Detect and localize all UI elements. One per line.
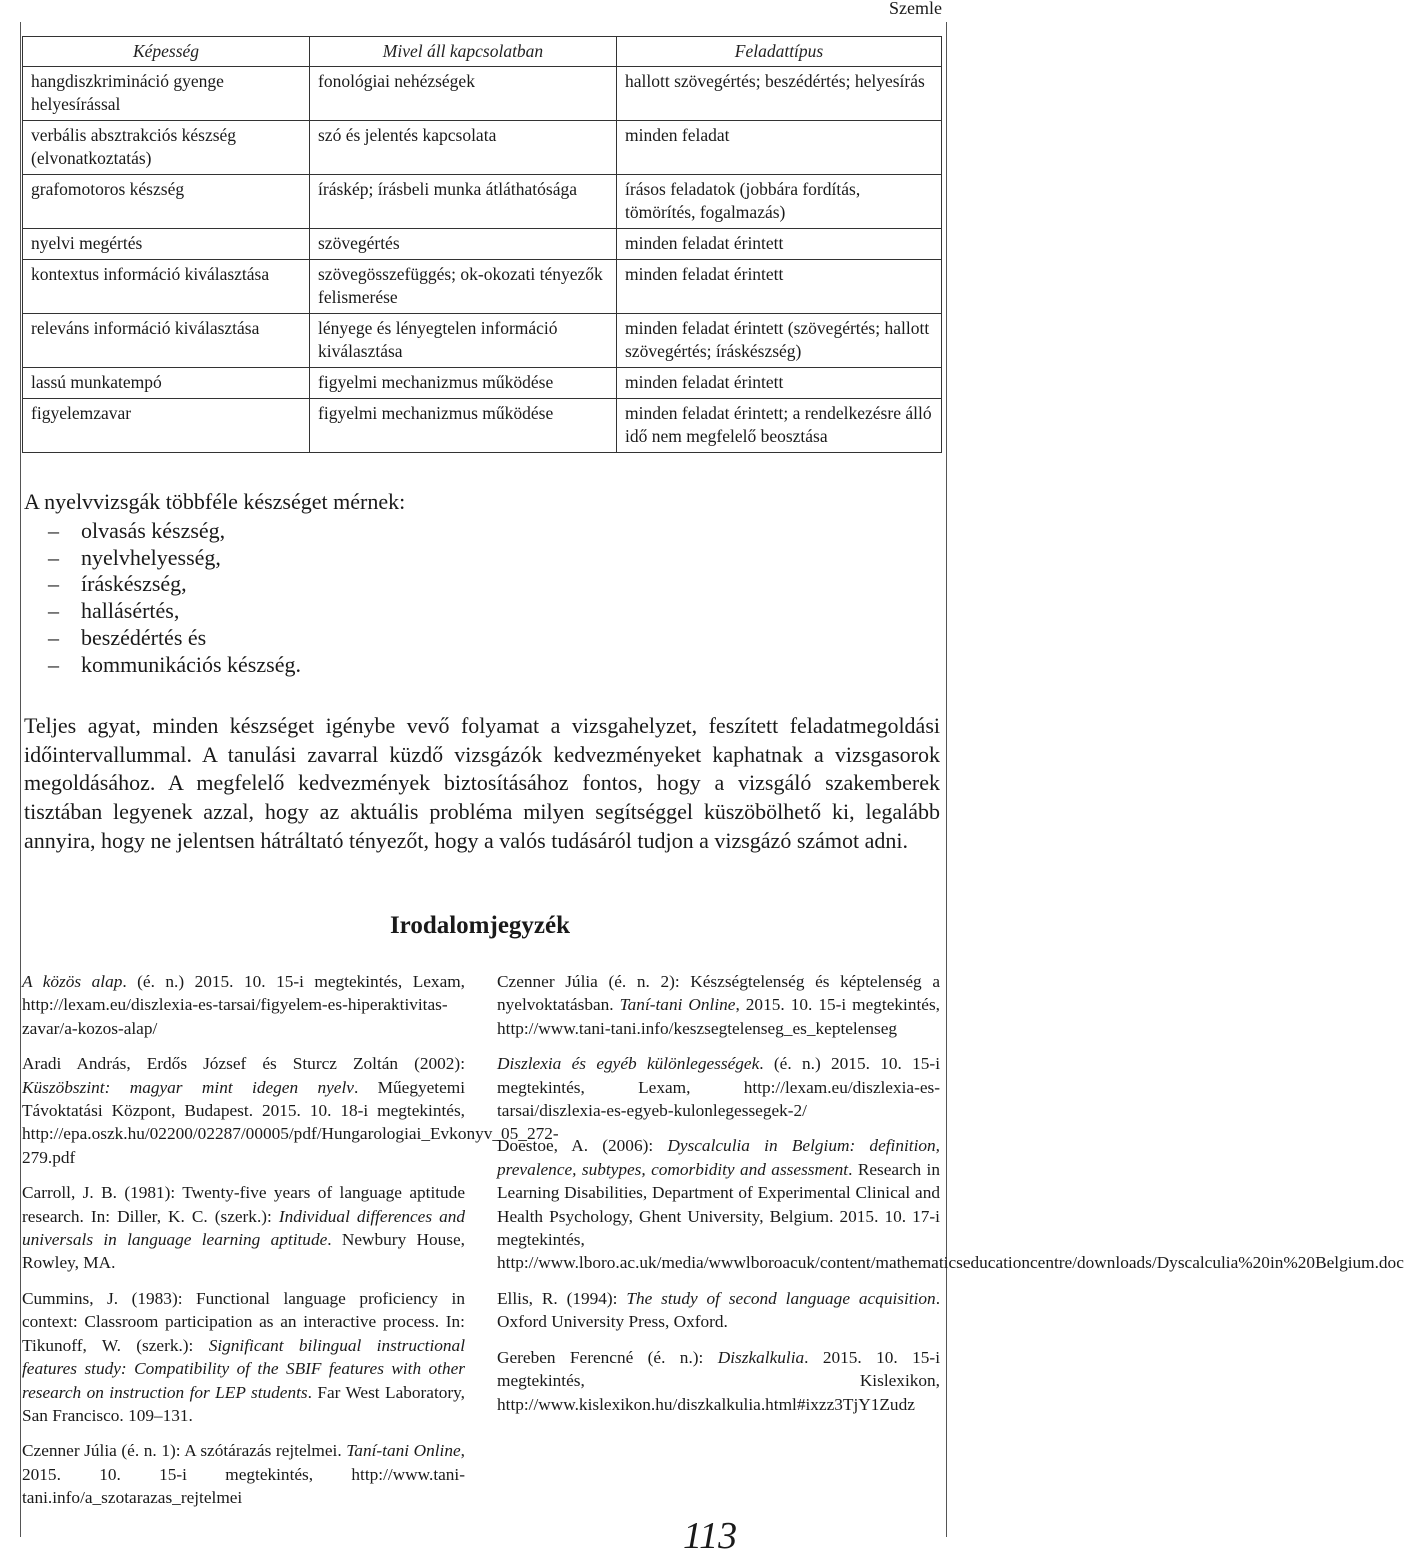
table-row xyxy=(23,175,942,229)
reference-text: Ellis, R. (1994): xyxy=(497,1288,627,1308)
list-item-text: nyelvhelyesség, xyxy=(81,544,221,570)
list-item xyxy=(48,652,301,679)
reference-text: Doestoe, A. (2006): xyxy=(497,1136,668,1156)
body-paragraph: Teljes agyat, minden készséget igénybe vevő folyamat a vizsgahelyzet, feszített feladatmegoldási időintervallummal. A tanulási zavarral küzdő vizsgázók kedvezményeket kaphatnak a vizsgasorok megoldásához. A megfelelő kedvezmények biztosításához fontos, hogy a vizsgáló szakemberek tisztában legyenek azzal, hogy az aktuális probléma milyen segítséggel küszöbölhető ki, legalább annyira, hogy ne jelentsen hátráltató tényezőt, hogy a valós tudásáról tudjon a vizsgázó számot adni. xyxy=(24,713,940,853)
table-cell: minden feladat érintett xyxy=(617,368,942,399)
reference-text: . (é. n.) 2015. 10. 15-i megtekintés, Lexam, http://lexam.eu/diszlexia-es-tarsai/figyelem-es-hiperaktivitas-zavar/a-kozos-alap/ xyxy=(22,972,466,1038)
reference-text: Aradi András, Erdős József és Sturcz Zoltán (2002): xyxy=(22,1054,465,1074)
reference-entry xyxy=(497,1346,940,1416)
table-cell: szó és jelentés kapcsolata xyxy=(310,121,617,175)
reference-text: Czenner Júlia (é. n. 2): Készségtelenség és képtelenség a nyelvoktatásban. xyxy=(497,972,940,1015)
reference-title: Individual differences and universals in language learning aptitude xyxy=(22,1206,465,1250)
table-cell: minden feladat érintett xyxy=(617,229,942,260)
dash-bullet: – xyxy=(48,571,59,597)
table-cell: hallott szövegértés; beszédértés; helyesírás xyxy=(617,67,942,121)
reference-entry xyxy=(22,1052,559,1169)
table-body xyxy=(23,67,942,453)
reference-entry xyxy=(497,1287,940,1334)
reference-entry xyxy=(497,1052,940,1122)
reference-title: Dyscalculia in Belgium: definition, prevalence, subtypes, comorbidity and assessment xyxy=(497,1136,940,1179)
list-item-text: hallásértés, xyxy=(81,598,180,624)
skills-list xyxy=(48,518,301,678)
reference-text: Cummins, J. (1983): Functional language proficiency in context: Classroom participation as an interactive process. In: Tikunoff, W. (szerk.): xyxy=(22,1288,465,1355)
reference-text: , 2015. 10. 15-i megtekintés, http://www.tani-tani.info/keszsegtelenseg_es_keptelenseg xyxy=(497,995,941,1038)
column-header: Képesség xyxy=(23,37,310,67)
reference-entry xyxy=(22,1287,465,1427)
reference-entry xyxy=(497,970,940,1040)
reference-title: Significant bilingual instructional features study: Compatibility of the SBIF features with other research on instruction for LEP students xyxy=(22,1335,465,1402)
table-cell: minden feladat érintett xyxy=(617,260,942,314)
reference-text: . Far West Laboratory, San Francisco. 109–131. xyxy=(22,1382,465,1425)
list-item-text: beszédértés és xyxy=(81,624,207,650)
reference-text: . Newbury House, Rowley, MA. xyxy=(22,1230,465,1273)
table-header-row xyxy=(23,37,942,67)
table-cell: grafomotoros készség xyxy=(23,175,310,229)
list-item-text: olvasás készség, xyxy=(81,518,226,543)
reference-title: Diszkalkulia xyxy=(717,1347,805,1367)
table-cell: fonológiai nehézségek xyxy=(310,67,617,121)
table-row xyxy=(23,67,942,121)
reference-title: Diszlexia és egyéb különlegességek xyxy=(497,1054,760,1074)
table-row xyxy=(23,260,942,314)
list-item xyxy=(48,598,301,625)
dash-bullet: – xyxy=(48,544,59,570)
table-cell: írásos feladatok (jobbára fordítás, tömörítés, fogalmazás) xyxy=(617,175,942,229)
page-number: 113 xyxy=(683,1515,738,1557)
table-cell: verbális absztrakciós készség (elvonatkoztatás) xyxy=(23,121,310,175)
reference-text: , 2015. 10. 15-i megtekintés, http://www.tani-tani.info/a_szotarazas_rejtelmei xyxy=(22,1441,465,1508)
dash-bullet: – xyxy=(48,651,59,677)
reference-text: Carroll, J. B. (1981): Twenty-five years of language aptitude research. In: Diller, K. C. (szerk.): xyxy=(22,1183,465,1226)
column-header: Feladattípus xyxy=(617,37,942,67)
skills-intro: A nyelvvizsgák többféle készséget mérnek: xyxy=(24,489,406,514)
references-right-column xyxy=(497,970,1404,1428)
table-cell: releváns információ kiválasztása xyxy=(23,314,310,368)
dash-bullet: – xyxy=(48,624,59,650)
reference-text: Gereben Ferencné (é. n.): xyxy=(497,1347,718,1367)
reference-entry xyxy=(22,1181,465,1275)
dash-bullet: – xyxy=(48,518,59,543)
table-cell: szövegértés xyxy=(310,229,617,260)
list-item-text: kommunikációs készség. xyxy=(81,651,301,677)
table-cell: hangdiszkrimináció gyenge helyesírással xyxy=(23,67,310,121)
reference-text: . Oxford University Press, Oxford. xyxy=(497,1288,941,1332)
table-cell: kontextus információ kiválasztása xyxy=(23,260,310,314)
reference-title: A közös alap xyxy=(22,972,123,991)
table-row xyxy=(23,229,942,260)
table-cell: lényege és lényegtelen információ kiválasztása xyxy=(310,314,617,368)
reference-text: . 2015. 10. 15-i megtekintés, Kislexikon, http://www.kislexikon.hu/diszkalkulia.html#ixzz3TjY1Zudz xyxy=(497,1347,940,1414)
reference-entry xyxy=(497,1134,1404,1274)
skills-table xyxy=(22,36,942,453)
table-row xyxy=(23,121,942,175)
reference-entry xyxy=(22,1439,465,1509)
table-cell: nyelvi megértés xyxy=(23,229,310,260)
reference-title: Taní-tani Online xyxy=(346,1441,461,1461)
reference-text: . Műegyetemi Távoktatási Központ, Budapest. 2015. 10. 18-i megtekintés, http://epa.oszk.hu/02200/02287/00005/pdf/Hungarologiai_Evkonyv_05_272-279.pdf xyxy=(22,1077,559,1167)
reference-text: Czenner Júlia (é. n. 1): A szótárazás rejtelmei. xyxy=(22,1441,347,1461)
dash-bullet: – xyxy=(48,598,59,624)
table-row xyxy=(23,399,942,453)
table-cell: szövegösszefüggés; ok-okozati tényezők felismerése xyxy=(310,260,617,314)
table-cell: minden feladat érintett (szövegértés; hallott szövegértés; íráskészség) xyxy=(617,314,942,368)
references-left-column xyxy=(22,970,559,1522)
table-row xyxy=(23,314,942,368)
list-item xyxy=(48,518,301,545)
reference-title: Taní-tani Online xyxy=(619,995,736,1015)
table-cell: figyelmi mechanizmus működése xyxy=(310,368,617,399)
reference-text: . Research in Learning Disabilities, Department of Experimental Clinical and Health Psychology, Ghent University, Belgium. 2015. 10. 17-i megtekintés, http://www.lboro.ac.uk/media/wwwlboroacuk/content/mathematicseducationcentre/downloads/Dyscalculia%20in%20Belgium.doc xyxy=(497,1159,1404,1273)
list-item-text: íráskészség, xyxy=(81,571,187,597)
reference-entry xyxy=(22,970,465,1040)
reference-title: The study of second language acquisition xyxy=(626,1288,936,1308)
table-cell: figyelmi mechanizmus működése xyxy=(310,399,617,453)
list-item xyxy=(48,625,301,652)
table-cell: íráskép; írásbeli munka átláthatósága xyxy=(310,175,617,229)
reference-text: . (é. n.) 2015. 10. 15-i megtekintés, Lexam, http://lexam.eu/diszlexia-es-tarsai/diszlexia-es-egyeb-kulonlegessegek-2/ xyxy=(497,1054,940,1121)
section-label: Szemle xyxy=(889,0,942,18)
list-item xyxy=(48,545,301,572)
table-cell: minden feladat érintett; a rendelkezésre álló idő nem megfelelő beosztása xyxy=(617,399,942,453)
column-header: Mivel áll kapcsolatban xyxy=(310,37,617,67)
reference-title: Küszöbszint: magyar mint idegen nyelv xyxy=(22,1077,354,1097)
table-cell: minden feladat xyxy=(617,121,942,175)
table-row xyxy=(23,368,942,399)
table-cell: figyelemzavar xyxy=(23,399,310,453)
references-heading: Irodalomjegyzék xyxy=(389,912,571,939)
list-item xyxy=(48,571,301,598)
table-cell: lassú munkatempó xyxy=(23,368,310,399)
